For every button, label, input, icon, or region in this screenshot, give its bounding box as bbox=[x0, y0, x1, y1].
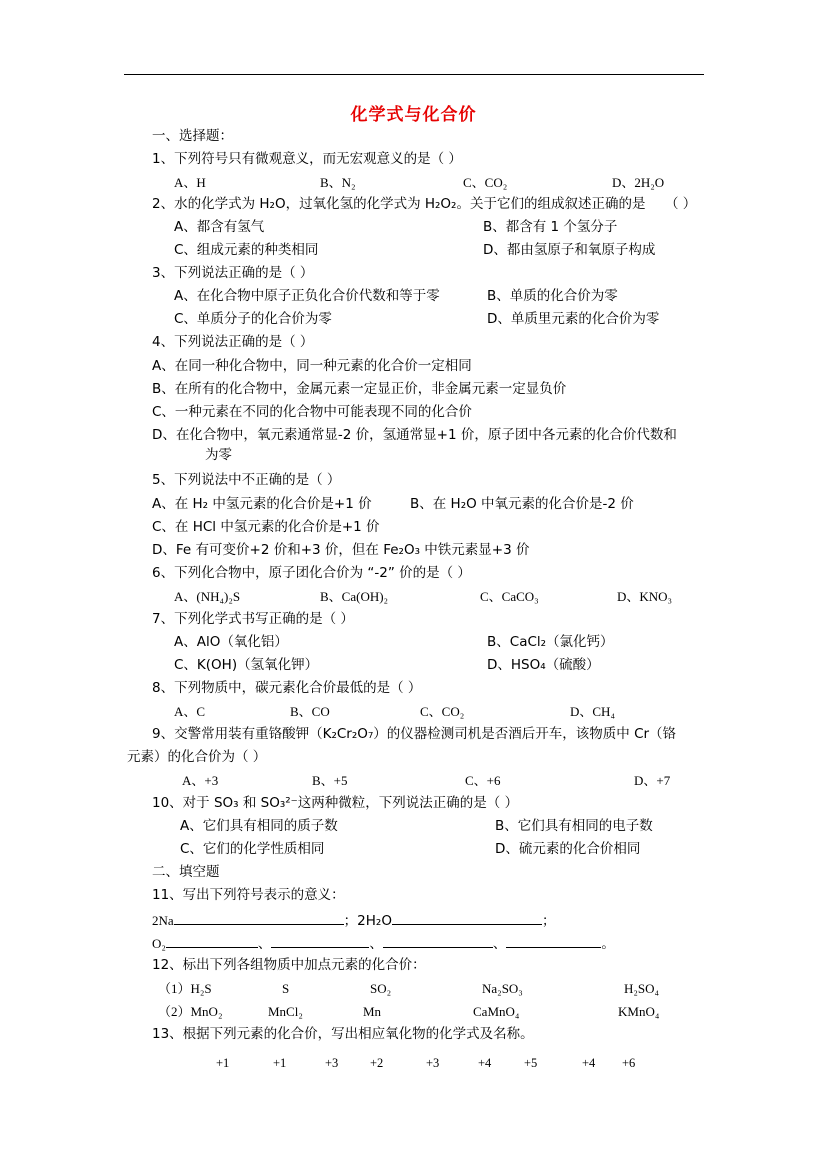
q10-option-a: A、它们具有相同的质子数 bbox=[180, 818, 338, 834]
q12-r1-item: Na₂SO₃ bbox=[482, 981, 523, 996]
q1-option-c: C、CO₂ bbox=[463, 175, 508, 190]
q8-option-c: C、CO₂ bbox=[420, 704, 465, 719]
q8-option-d: D、CH₄ bbox=[570, 704, 615, 719]
q13-valence: +4 bbox=[478, 1056, 492, 1070]
q12-r1-item: S bbox=[282, 981, 290, 996]
q8-stem: 8、下列物质中，碳元素化合价最低的是（ ） bbox=[152, 680, 422, 696]
q12-r2-item: CaMnO₄ bbox=[473, 1004, 520, 1019]
q11-blank-o2-1[interactable] bbox=[166, 933, 258, 948]
q1-option-b: B、N₂ bbox=[320, 175, 356, 190]
q6-option-a: A、(NH₄)₂S bbox=[174, 589, 241, 604]
q4-option-a: A、在同一种化合物中，同一种元素的化合价一定相同 bbox=[152, 358, 472, 374]
q13-valence: +4 bbox=[582, 1056, 596, 1070]
q6-option-c: C、CaCO₃ bbox=[480, 589, 539, 604]
q10-option-b: B、它们具有相同的电子数 bbox=[495, 818, 653, 834]
q2-option-a: A、都含有氢气 bbox=[174, 219, 265, 235]
q2-option-b: B、都含有 1 个氢分子 bbox=[483, 219, 618, 235]
q10-option-d: D、硫元素的化合价相同 bbox=[495, 841, 641, 857]
q12-r2-item: Mn bbox=[363, 1004, 382, 1019]
header-rule bbox=[124, 74, 704, 75]
q3-option-c: C、单质分子的化合价为零 bbox=[174, 311, 332, 327]
q11-blank-o2-4[interactable] bbox=[506, 933, 601, 948]
q4-stem: 4、下列说法正确的是（ ） bbox=[152, 334, 314, 350]
q3-option-a: A、在化合物中原子正负化合价代数和等于零 bbox=[174, 288, 440, 304]
q6-option-b: B、Ca(OH)₂ bbox=[320, 589, 389, 604]
q11-sep-2: 、 bbox=[369, 936, 383, 952]
q12-r2-item: （2）MnO₂ bbox=[158, 1004, 223, 1019]
q10-option-c: C、它们的化学性质相同 bbox=[180, 841, 325, 857]
q11-blank-o2-2[interactable] bbox=[271, 933, 369, 948]
q7-option-c: C、K(OH)（氢氧化钾） bbox=[174, 657, 319, 673]
q12-r2-item: MnCl₂ bbox=[268, 1004, 303, 1019]
q13-stem: 13、根据下列元素的化合价，写出相应氧化物的化学式及名称。 bbox=[152, 1026, 534, 1042]
q7-stem: 7、下列化学式书写正确的是（ ） bbox=[152, 611, 354, 627]
q11-label-o2: O₂ bbox=[152, 936, 166, 951]
q11-line2 bbox=[152, 933, 615, 953]
q5-option-a: A、在 H₂ 中氢元素的化合价是+1 价 bbox=[152, 496, 372, 512]
q4-option-d-cont: 为零 bbox=[205, 447, 232, 463]
q11-line1-end: ； bbox=[541, 913, 556, 929]
q4-option-d: D、在化合物中，氧元素通常显-2 价，氢通常显+1 价，原子团中各元素的化合价代数和 bbox=[152, 427, 677, 443]
q12-r1-item: （1）H₂S bbox=[158, 981, 212, 996]
q11-label-2na: 2Na bbox=[152, 913, 174, 928]
q11-line2-end: 。 bbox=[601, 936, 615, 952]
q1-option-a: A、H bbox=[174, 175, 206, 190]
q2-stem: 2、水的化学式为 H₂O，过氧化氢的化学式为 H₂O₂。关于它们的组成叙述正确的是 bbox=[152, 196, 646, 212]
q11-sep-3: 、 bbox=[492, 936, 507, 952]
q13-valence: +3 bbox=[426, 1056, 440, 1070]
document-title: 化学式与化合价 bbox=[350, 105, 477, 125]
section-fill-in: 二、填空题 bbox=[152, 864, 220, 880]
q1-option-d: D、2H₂O bbox=[612, 175, 665, 190]
section-choice: 一、选择题： bbox=[152, 128, 233, 144]
q6-stem: 6、下列化合物中，原子团化合价为 “-2” 价的是（ ） bbox=[152, 565, 471, 581]
q4-option-b: B、在所有的化合物中，金属元素一定显正价，非金属元素一定显负价 bbox=[152, 381, 567, 397]
q12-r1-item: H₂SO₄ bbox=[624, 981, 660, 996]
q7-option-b: B、CaCl₂（氯化钙） bbox=[487, 634, 614, 650]
q13-valence: +2 bbox=[370, 1056, 384, 1070]
q7-option-d: D、HSO₄（硫酸） bbox=[487, 657, 600, 673]
q3-option-d: D、单质里元素的化合价为零 bbox=[487, 311, 660, 327]
q5-option-b: B、在 H₂O 中氧元素的化合价是-2 价 bbox=[410, 496, 634, 512]
q4-option-c: C、一种元素在不同的化合物中可能表现不同的化合价 bbox=[152, 404, 472, 420]
q6-option-d: D、KNO₃ bbox=[617, 589, 673, 604]
q9-option-b: B、+5 bbox=[312, 773, 348, 788]
q13-valence: +5 bbox=[524, 1056, 538, 1070]
q9-stem: 9、交警常用装有重铬酸钾（K₂Cr₂O₇）的仪器检测司机是否酒后开车，该物质中 Cr（铬 bbox=[152, 726, 677, 742]
q12-r2-item: KMnO₄ bbox=[618, 1004, 660, 1019]
q10-stem: 10、对于 SO₃ 和 SO₃²⁻这两种微粒，下列说法正确的是（ ） bbox=[152, 795, 519, 811]
q2-option-c: C、组成元素的种类相同 bbox=[174, 242, 319, 258]
q5-stem: 5、下列说法中不正确的是（ ） bbox=[152, 472, 341, 488]
q9-stem-cont: 元素）的化合价为（ ） bbox=[127, 749, 267, 765]
q8-option-b: B、CO bbox=[290, 704, 330, 719]
q12-r1-item: SO₂ bbox=[370, 981, 392, 996]
q13-valence: +1 bbox=[273, 1056, 287, 1070]
q9-option-a: A、+3 bbox=[182, 773, 219, 788]
q13-valence: +3 bbox=[325, 1056, 339, 1070]
q7-option-a: A、AlO（氧化铝） bbox=[174, 634, 288, 650]
q11-stem: 11、写出下列符号表示的意义： bbox=[152, 887, 345, 903]
q2-paren: （ ） bbox=[665, 196, 697, 212]
q8-option-a: A、C bbox=[174, 704, 206, 719]
q3-option-b: B、单质的化合价为零 bbox=[487, 288, 618, 304]
q11-line1 bbox=[152, 910, 555, 930]
q11-blank-2na[interactable] bbox=[174, 910, 344, 925]
q3-stem: 3、下列说法正确的是（ ） bbox=[152, 265, 314, 281]
q13-valence: +1 bbox=[216, 1056, 230, 1070]
q2-option-d: D、都由氢原子和氧原子构成 bbox=[483, 242, 656, 258]
q5-option-c: C、在 HCl 中氢元素的化合价是+1 价 bbox=[152, 519, 380, 535]
q11-blank-o2-3[interactable] bbox=[383, 933, 493, 948]
q11-label-2h2o: ；2H₂O bbox=[343, 913, 392, 929]
q5-option-d: D、Fe 有可变价+2 价和+3 价，但在 Fe₂O₃ 中铁元素显+3 价 bbox=[152, 542, 530, 558]
q11-blank-2h2o[interactable] bbox=[392, 910, 542, 925]
q9-option-d: D、+7 bbox=[634, 773, 671, 788]
q9-option-c: C、+6 bbox=[465, 773, 501, 788]
q13-valence: +6 bbox=[622, 1056, 636, 1070]
q1-stem: 1、下列符号只有微观意义，而无宏观意义的是（ ） bbox=[152, 151, 462, 167]
q11-sep-1: 、 bbox=[257, 936, 272, 952]
q12-stem: 12、标出下列各组物质中加点元素的化合价： bbox=[152, 957, 426, 973]
